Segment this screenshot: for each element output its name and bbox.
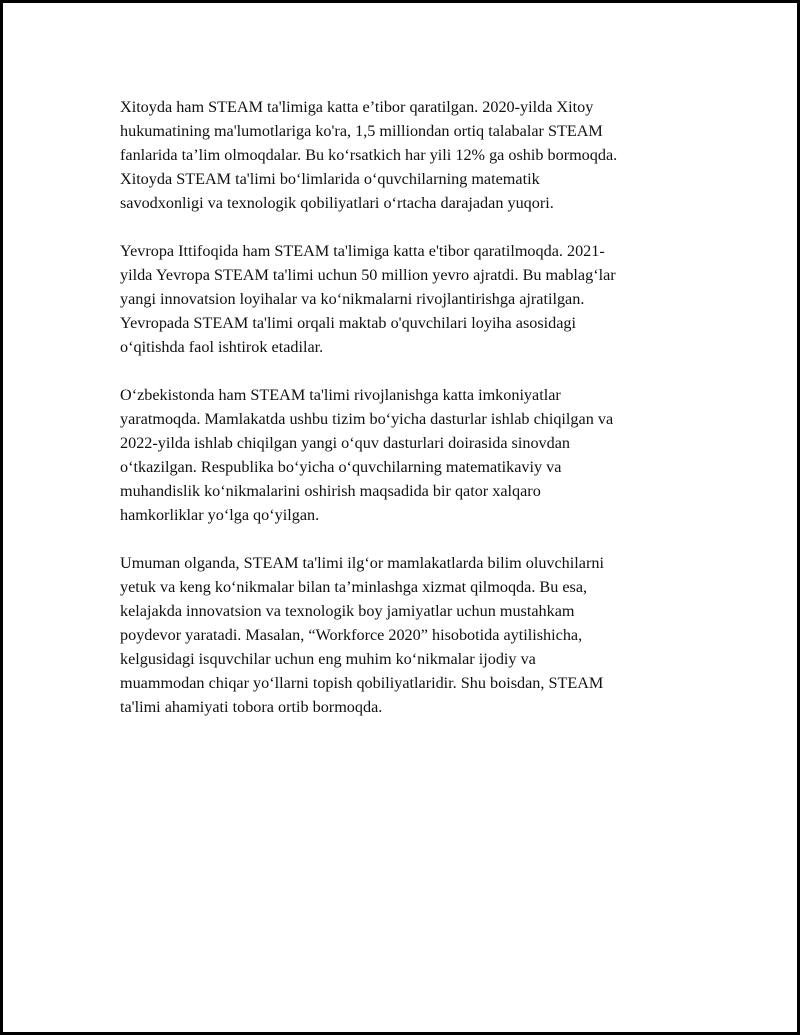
text-line: Umuman olganda, STEAM ta'limi ilg‘or mamlakatlarda bilim oluvchilarni	[120, 554, 604, 572]
text-line: yetuk va keng ko‘nikmalar bilan ta’minlashga xizmat qilmoqda. Bu esa,	[120, 578, 588, 596]
text-line: kelajakda innovatsion va texnologik boy jamiyatlar uchun mustahkam	[120, 602, 575, 620]
text-line: Yevropa Ittifoqida ham STEAM ta'limiga katta e'tibor qaratilmoqda. 2021-	[120, 242, 605, 260]
text-line: ta'limi ahamiyati tobora ortib bormoqda.	[120, 698, 383, 716]
text-line: 2022-yilda ishlab chiqilgan yangi o‘quv dasturlari doirasida sinovdan	[120, 434, 571, 452]
text-line: hukumatining ma'lumotlariga ko'ra, 1,5 milliondan ortiq talabalar STEAM	[120, 122, 603, 140]
text-line: savodxonligi va texnologik qobiliyatlari o‘rtacha darajadan yuqori.	[120, 194, 554, 212]
text-line: Xitoyda ham STEAM ta'limiga katta e’tibor qaratilgan. 2020-yilda Xitoy	[120, 98, 594, 116]
text-line: yangi innovatsion loyihalar va ko‘nikmalarni rivojlantirishga ajratilgan.	[120, 290, 585, 308]
text-line: Yevropada STEAM ta'limi orqali maktab o'quvchilari loyiha asosidagi	[120, 314, 577, 332]
paragraph-conclusion	[120, 551, 695, 719]
text-line: kelgusidagi isquvchilar uchun eng muhim ko‘nikmalar ijodiy va	[120, 650, 536, 668]
text-line: yilda Yevropa STEAM ta'limi uchun 50 million yevro ajratdi. Bu mablag‘lar	[120, 266, 616, 284]
text-line: o‘qitishda faol ishtirok etadilar.	[120, 338, 324, 356]
text-line: muammodan chiqar yo‘llarni topish qobiliyatlaridir. Shu boisdan, STEAM	[120, 674, 604, 692]
paragraph-europe	[120, 239, 695, 359]
text-line: hamkorliklar yo‘lga qo‘yilgan.	[120, 506, 320, 524]
text-line: fanlarida ta’lim olmoqdalar. Bu ko‘rsatkich har yili 12% ga oshib bormoqda.	[120, 146, 618, 164]
text-line: Xitoyda STEAM ta'limi bo‘limlarida o‘quvchilarning matematik	[120, 170, 540, 188]
paragraph-china	[120, 95, 695, 215]
document-body	[120, 95, 695, 743]
text-line: muhandislik ko‘nikmalarini oshirish maqsadida bir qator xalqaro	[120, 482, 541, 500]
text-line: yaratmoqda. Mamlakatda ushbu tizim bo‘yicha dasturlar ishlab chiqilgan va	[120, 410, 614, 428]
text-line: poydevor yaratadi. Masalan, “Workforce 2020” hisobotida aytilishicha,	[120, 626, 583, 644]
text-line: o‘tkazilgan. Respublika bo‘yicha o‘quvchilarning matematikaviy va	[120, 458, 562, 476]
text-line: O‘zbekistonda ham STEAM ta'limi rivojlanishga katta imkoniyatlar	[120, 386, 561, 404]
paragraph-uzbekistan	[120, 383, 695, 527]
